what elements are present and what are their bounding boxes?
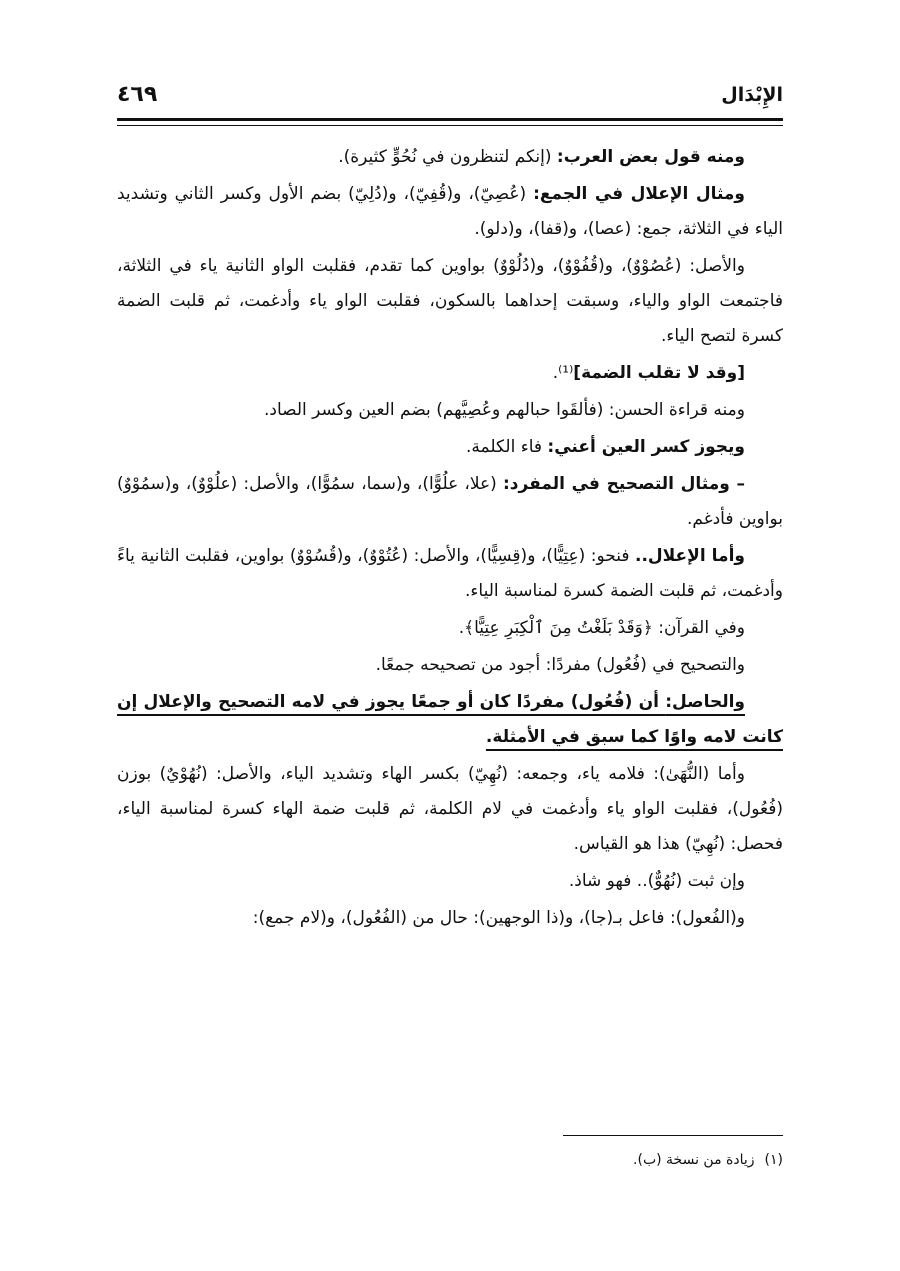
paragraph: و(الفُعول): فاعل بـ(جا)، و(ذا الوجهين): حال من (الفُعُول)، و(لام جمع): bbox=[252, 908, 745, 928]
paragraph-summary: والحاصل: أن (فُعُول) مفردًا كان أو جمعًا يجوز في لامه التصحيح والإعلال إن كانت لامه واوًا كما سبق في الأمثلة. bbox=[117, 692, 783, 747]
paragraph: وفي القرآن: ﴿وَقَدْ بَلَغْتُ مِنَ ٱلْكِبَرِ عِتِيًّا﴾. bbox=[458, 618, 745, 638]
paragraph: ويجوز كسر العين أعني: فاء الكلمة. bbox=[466, 437, 745, 457]
footnote bbox=[117, 1148, 783, 1172]
footnote-number: (١) bbox=[764, 1152, 783, 1168]
paragraph: وأما الإعلال.. فنحو: (عِتِيًّا)، و(قِسِيًّا)، والأصل: (عُتُوْوٌ)، و(قُسُوْوٌ) بواوين، فقلبت الثانية ياءً وأدغمت، ثم قلبت الضمة كسرة لمناسبة الياء. bbox=[117, 546, 783, 601]
paragraph: والتصحيح في (فُعُول) مفردًا: أجود من تصحيحه جمعًا. bbox=[375, 655, 745, 675]
paragraph: ومنه قول بعض العرب: (إنكم لتنظرون في نُحُوٍّ كثيرة). bbox=[338, 147, 745, 167]
paragraph: وإن ثبت (نُهُوٌّ).. فهو شاذ. bbox=[568, 871, 745, 891]
header-rule-thin bbox=[117, 125, 783, 126]
body-text bbox=[117, 140, 783, 938]
chapter-title: الإِبْدَال bbox=[721, 84, 783, 106]
paragraph: [وقد لا تقلب الضمة]⁽¹⁾. bbox=[552, 363, 745, 383]
page-number: ٤٦٩ bbox=[117, 82, 158, 107]
paragraph: ومنه قراءة الحسن: (فألقَوا حبالهم وعُصِيَّهم) بضم العين وكسر الصاد. bbox=[263, 400, 745, 420]
paragraph: – ومثال التصحيح في المفرد: (علا، علُوًّا)، و(سما، سمُوًّا)، والأصل: (علُوْوٌ)، و(سمُوْوٌ) بواوين فأدغم. bbox=[117, 474, 783, 529]
paragraph: ومثال الإعلال في الجمع: (عُصِيّ)، و(قُفِيّ)، و(دُلِيّ) بضم الأول وكسر الثاني وتشديد الياء في الثلاثة، جمع: (عصا)، و(قفا)، و(دلو). bbox=[117, 184, 783, 239]
header-rule-thick bbox=[117, 118, 783, 121]
footnote-rule bbox=[563, 1135, 783, 1136]
paragraph: وأما (النُّهَىٰ): فلامه ياء، وجمعه: (نُهِيّ) بكسر الهاء وتشديد الياء، والأصل: (نُهُوْيٌ) بوزن (فُعُول)، فقلبت الواو ياء وأدغمت في لام الكلمة، ثم قلبت ضمة الهاء كسرة لمناسبة الياء، فحصل: (نُهِيّ) هذا هو القياس. bbox=[117, 764, 783, 854]
footnote-text: زيادة من نسخة (ب). bbox=[633, 1152, 755, 1168]
paragraph: والأصل: (عُصُوْوٌ)، و(قُفُوْوٌ)، و(دُلُوْوٌ) بواوين كما تقدم، فقلبت الواو الثانية ياء في الثلاثة، فاجتمعت الواو والياء، وسبقت إحداهما بالسكون، فقلبت الواو ياء وأدغمت، ثم قلبت الضمة كسرة لتصح الياء. bbox=[117, 256, 783, 346]
page-header bbox=[117, 78, 783, 116]
